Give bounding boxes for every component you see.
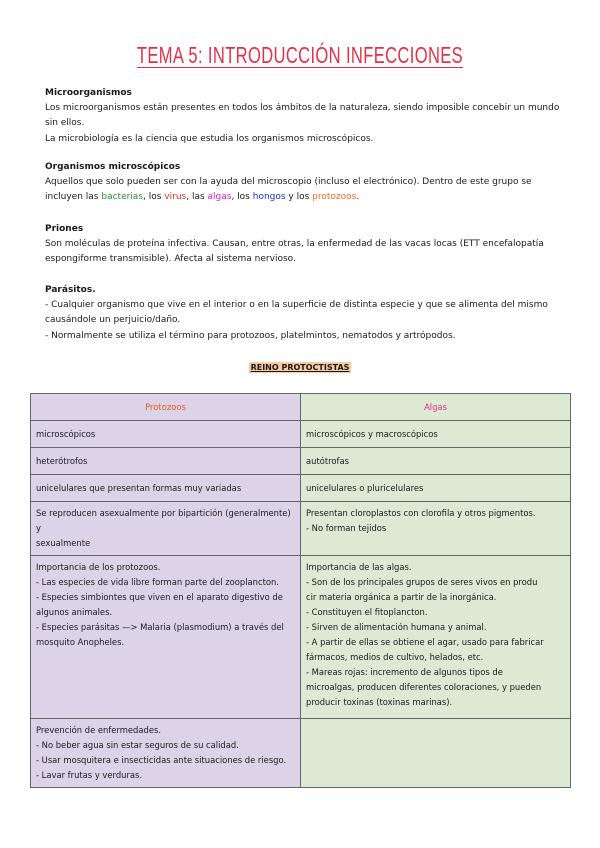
table-cell: Importancia de los protozoos. - Las especies de vida libre forman parte del zooplancton. - Especies simbiontes que viven en el aparato digestivo de algunos animales. - Especies parásitas —> Malaria (plasmodium) a través del mosquito Anopheles. [31,556,301,719]
paragraph-line: causándole un perjuicio/daño. [45,315,181,326]
term-protozoos: protozoos [312,192,357,203]
section-organismos-microscopicos [45,160,565,206]
term-virus: virus [164,192,187,203]
paragraph-line: Los microorganismos están presentes en todos los ámbitos de la naturaleza, siendo imposible concebir un mundo [45,103,560,114]
table-row [31,448,571,475]
table-cell: microscópicos [31,421,301,448]
paragraph-line: - Normalmente se utiliza el término para protozoos, platelmintos, nematodos y artrópodos. [45,330,456,341]
table-row [31,502,571,556]
comparison-table [30,393,571,788]
table-cell: Prevención de enfermedades. - No beber agua sin estar seguros de su calidad. - Usar mosquitera e insecticidas ante situaciones de riesgo. - Lavar frutas y verduras. [31,719,301,788]
table-cell: unicelulares o pluricelulares [301,475,571,502]
reino-title: REINO PROTOCTISTAS [250,363,350,372]
paragraph-line: - Cualquier organismo que vive en el interior o en la superficie de distinta especie y que se alimenta del mismo [45,300,548,311]
section-microorganismos [45,86,565,147]
section-priones [45,222,565,268]
table-row [31,475,571,502]
table-cell: Importancia de las algas. - Son de los principales grupos de seres vivos en produ cir materia orgánica a partir de la inorgánica. - Constituyen el fitoplancton. - Sirven de alimentación humana y animal. - A partir de ellas se obtiene el agar, usado para fabricar fármacos, medios de cultivo, helados, etc. - Mareas rojas: incremento de algunos tipos de microalgas, producen diferentes coloraciones, y pueden producir toxinas (toxinas marinas). [301,556,571,719]
table-cell: Se reproducen asexualmente por bipartición (generalmente) y sexualmente [31,502,301,556]
paragraph-line: Aquellos que solo pueden ser con la ayuda del microscopio (incluso el electrónico). Dentro de este grupo se [45,177,532,188]
table-row [31,719,571,788]
table-header-row [31,394,571,421]
paragraph-line: espongiforme transmisible). Afecta al sistema nervioso. [45,254,296,265]
paragraph-line: Son moléculas de proteína infectiva. Causan, entre otras, la enfermedad de las vacas locas (ETT encefalopatía [45,239,544,250]
term-hongos: hongos [252,192,286,203]
header-algas: Algas [301,394,571,421]
table-cell: microscópicos y macroscópicos [301,421,571,448]
table-cell: Presentan cloroplastos con clorofila y otros pigmentos. - No forman tejidos [301,502,571,556]
table-cell: heterótrofos [31,448,301,475]
page-title: TEMA 5: INTRODUCCIÓN INFECCIONES [136,42,464,68]
section-parasitos [45,283,565,344]
heading-priones: Priones [45,224,84,234]
paragraph-line: incluyen las bacterias, los virus, las algas, los hongos y los protozoos. [45,192,360,203]
heading-parasitos: Parásitos. [45,285,96,295]
heading-organismos-microscopicos: Organismos microscópicos [45,162,181,172]
table-row [31,421,571,448]
table-row [31,556,571,719]
term-algas: algas [207,192,232,203]
table-cell-empty [301,719,571,788]
heading-microorganismos: Microorganismos [45,88,132,98]
table-cell: unicelulares que presentan formas muy variadas [31,475,301,502]
paragraph-line: sin ellos. [45,118,85,129]
table-cell: autótrofas [301,448,571,475]
header-protozoos: Protozoos [31,394,301,421]
term-bacterias: bacterias [101,192,144,203]
paragraph-line: La microbiología es la ciencia que estudia los organismos microscópicos. [45,133,374,144]
